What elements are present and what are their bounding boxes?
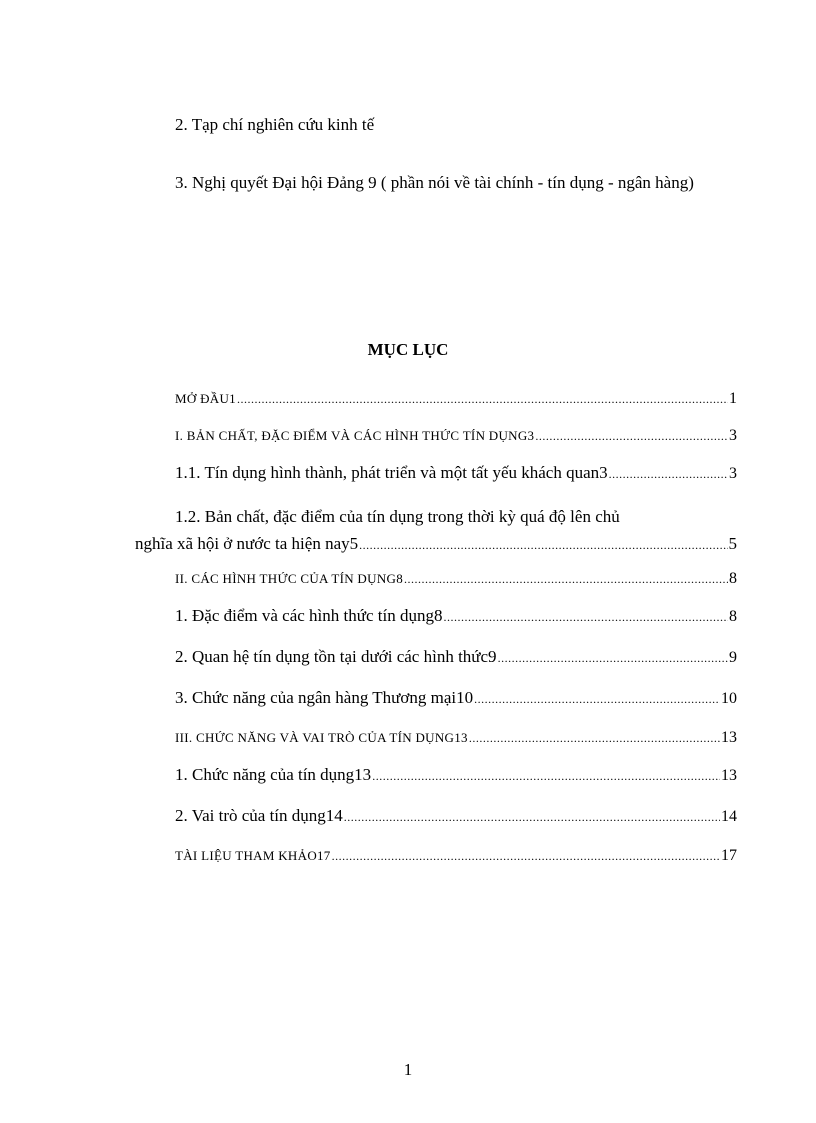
toc-leader: [498, 651, 728, 666]
toc-entry-text: 3. Chức năng của ngân hàng Thương mại10: [175, 688, 474, 707]
toc-leader: [344, 810, 720, 825]
toc-entry[interactable]: [175, 647, 737, 669]
toc-entry-text-line2: nghĩa xã hội ở nước ta hiện nay5: [135, 534, 359, 553]
toc-entry-text: 1. Đặc điểm và các hình thức tín dụng8: [175, 606, 443, 625]
toc-entry-page: 13: [721, 767, 737, 784]
toc-entry-text: MỞ ĐẦU1: [175, 391, 236, 406]
toc-title: MỤC LỤC: [367, 340, 449, 359]
toc-leader: [332, 849, 720, 864]
toc-entry[interactable]: [175, 729, 737, 751]
toc-entry-page: 1: [729, 390, 737, 407]
toc-entry-text: TÀI LIỆU THAM KHẢO17: [175, 848, 331, 863]
toc-entry[interactable]: [175, 688, 737, 710]
toc-entry-text: 1. Chức năng của tín dụng13: [175, 765, 372, 784]
toc-leader: [237, 392, 728, 407]
toc-entry-text: 1.1. Tín dụng hình thành, phát triển và một tất yếu khách quan3: [175, 463, 608, 482]
toc-leader: [404, 572, 728, 587]
toc-leader: [372, 769, 720, 784]
toc-leader: [474, 692, 720, 707]
toc-entry-text: I. BẢN CHẤT, ĐẶC ĐIỂM VÀ CÁC HÌNH THỨC TÍN DỤNG3: [175, 428, 535, 443]
toc-entry[interactable]: [175, 463, 737, 485]
toc-entry-text: III. CHỨC NĂNG VÀ VAI TRÒ CỦA TÍN DỤNG13: [175, 730, 468, 745]
toc-entry[interactable]: [175, 806, 737, 828]
toc-leader: [359, 532, 727, 559]
toc-entry-page: 5: [728, 534, 737, 553]
toc-entry[interactable]: [175, 606, 737, 628]
toc-entry[interactable]: [175, 765, 737, 787]
toc-entry-text: 2. Quan hệ tín dụng tồn tại dưới các hình thức9: [175, 647, 497, 666]
reference-item-2: 2. Tạp chí nghiên cứu kinh tế: [175, 115, 375, 134]
toc-entry-page: 14: [721, 808, 737, 825]
toc-entry[interactable]: [175, 390, 737, 412]
toc-entry-page: 9: [729, 649, 737, 666]
toc-entry[interactable]: [175, 570, 737, 592]
toc-entry-text: II. CÁC HÌNH THỨC CỦA TÍN DỤNG8: [175, 571, 403, 586]
toc-entry[interactable]: [175, 427, 737, 449]
toc-entry-page: 3: [729, 427, 737, 444]
toc-entry-page: 13: [721, 729, 737, 746]
toc-leader: [469, 731, 720, 746]
toc-leader: [535, 429, 728, 444]
toc-entry-page: 10: [721, 690, 737, 707]
reference-item-3: 3. Nghị quyết Đại hội Đảng 9 ( phần nói về tài chính - tín dụng - ngân hàng): [175, 173, 694, 192]
toc-entry-text-line1: 1.2. Bản chất, đặc điểm của tín dụng trong thời kỳ quá độ lên chủ: [175, 507, 620, 526]
toc-entry-page: 8: [729, 570, 737, 587]
toc-entry-page: 3: [729, 465, 737, 482]
page-number: 1: [403, 1060, 413, 1079]
toc-entry[interactable]: [175, 847, 737, 869]
toc-entry-page: 17: [721, 847, 737, 864]
toc-leader: [609, 467, 728, 482]
toc-entry[interactable]: [135, 503, 737, 559]
toc-entry-text: 2. Vai trò của tín dụng14: [175, 806, 343, 825]
toc-leader: [443, 610, 728, 625]
toc-entry-page: 8: [729, 608, 737, 625]
